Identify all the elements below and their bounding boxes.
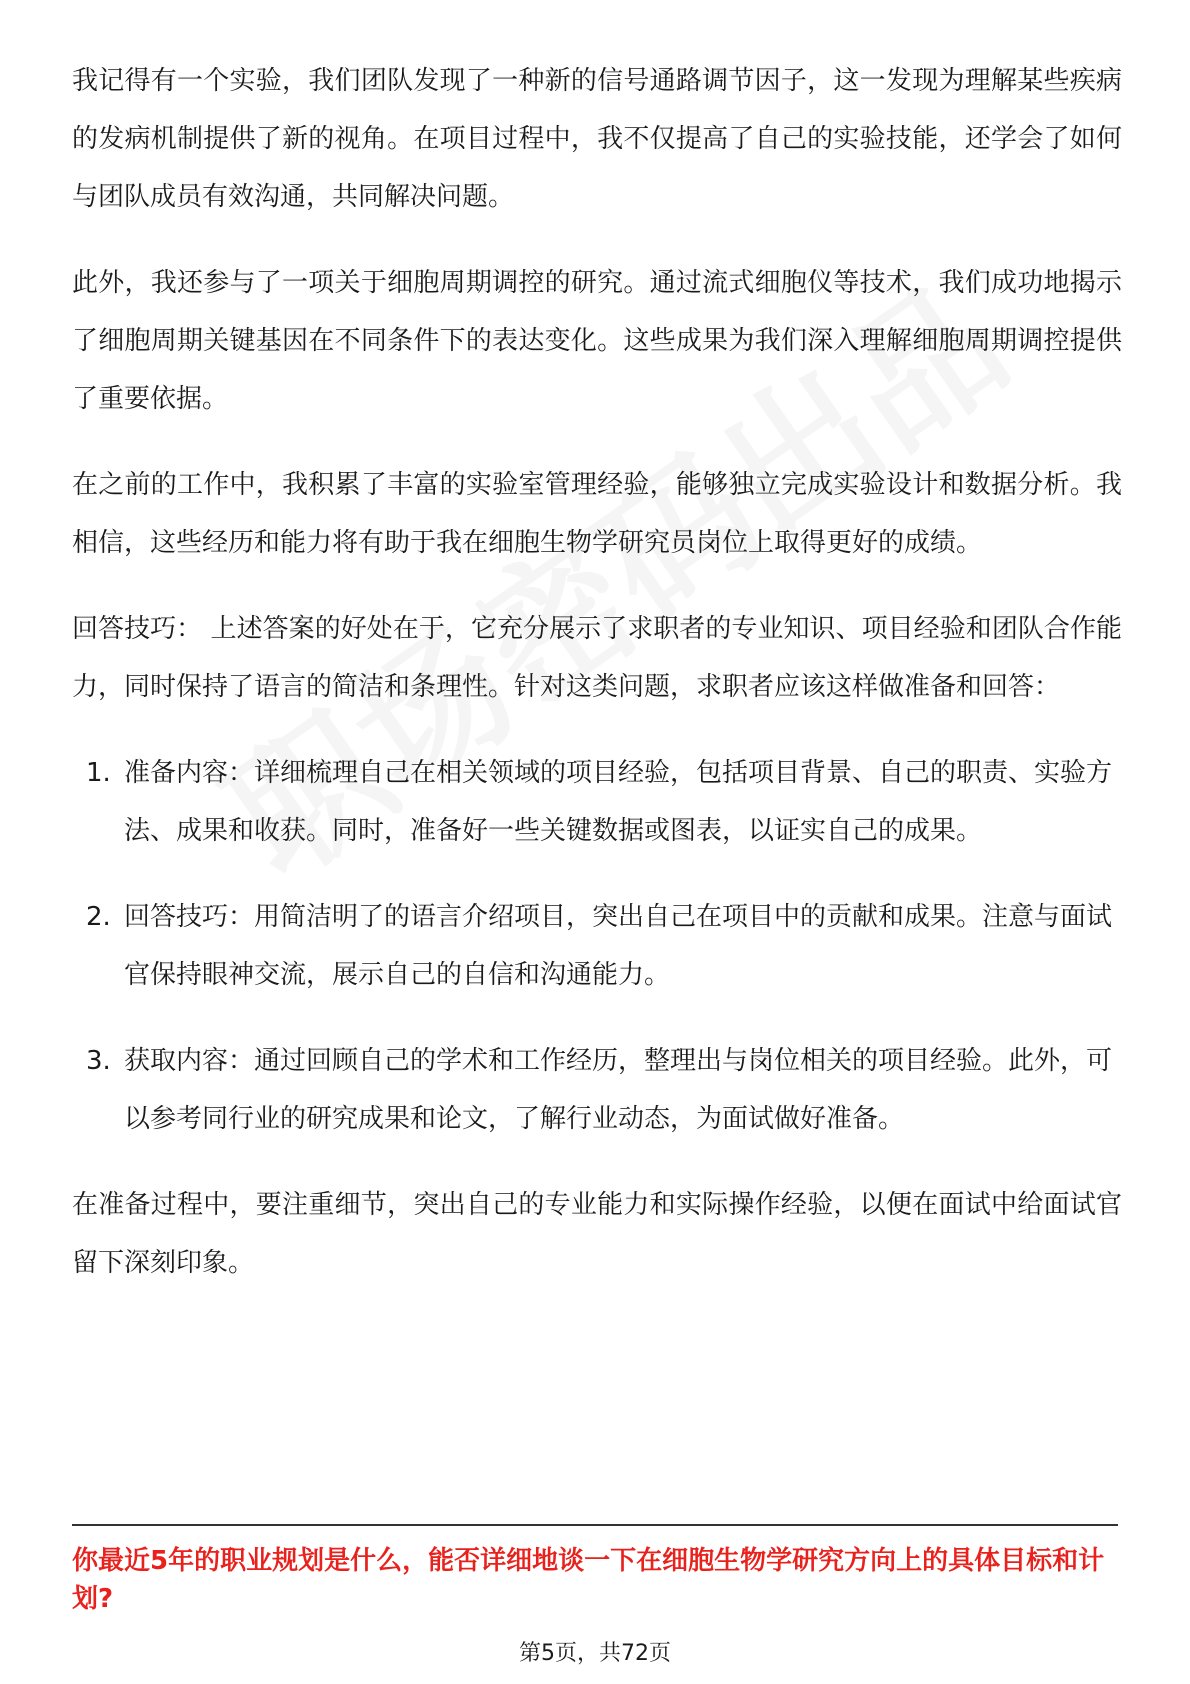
tips-list	[72, 744, 1122, 1148]
list-item	[72, 1032, 1122, 1148]
list-text: 回答技巧：用简洁明了的语言介绍项目，突出自己在项目中的贡献和成果。注意与面试官保持眼神交流，展示自己的自信和沟通能力。	[124, 902, 1113, 990]
list-text: 获取内容：通过回顾自己的学术和工作经历，整理出与岗位相关的项目经验。此外，可以参考同行业的研究成果和论文，了解行业动态，为面试做好准备。	[124, 1046, 1113, 1134]
list-number: 1.	[86, 758, 111, 788]
paragraph-experiment: 我记得有一个实验，我们团队发现了一种新的信号通路调节因子，这一发现为理解某些疾病的发病机制提供了新的视角。在项目过程中，我不仅提高了自己的实验技能，还学会了如何与团队成员有效沟通，共同解决问题。	[72, 66, 1122, 212]
paragraph-experience: 在之前的工作中，我积累了丰富的实验室管理经验，能够独立完成实验设计和数据分析。我相信，这些经历和能力将有助于我在细胞生物学研究员岗位上取得更好的成绩。	[72, 470, 1122, 558]
list-number: 2.	[86, 902, 111, 932]
page-number: 第5页，共72页	[519, 1641, 671, 1666]
next-question-heading: 你最近5年的职业规划是什么，能否详细地谈一下在细胞生物学研究方向上的具体目标和计划?	[72, 1546, 1105, 1614]
list-item	[72, 744, 1122, 860]
section-divider	[72, 1524, 1118, 1526]
list-number: 3.	[86, 1046, 111, 1076]
list-text: 准备内容：详细梳理自己在相关领域的项目经验，包括项目背景、自己的职责、实验方法、成果和收获。同时，准备好一些关键数据或图表，以证实自己的成果。	[124, 758, 1113, 846]
list-item	[72, 888, 1122, 1004]
paragraph-cell-cycle: 此外，我还参与了一项关于细胞周期调控的研究。通过流式细胞仪等技术，我们成功地揭示了细胞周期关键基因在不同条件下的表达变化。这些成果为我们深入理解细胞周期调控提供了重要依据。	[72, 268, 1122, 414]
paragraph-answer-tips: 回答技巧： 上述答案的好处在于，它充分展示了求职者的专业知识、项目经验和团队合作能力，同时保持了语言的简洁和条理性。针对这类问题，求职者应该这样做准备和回答：	[72, 614, 1122, 702]
document-body	[72, 52, 1122, 1320]
paragraph-closing: 在准备过程中，要注重细节，突出自己的专业能力和实际操作经验，以便在面试中给面试官留下深刻印象。	[72, 1190, 1122, 1278]
